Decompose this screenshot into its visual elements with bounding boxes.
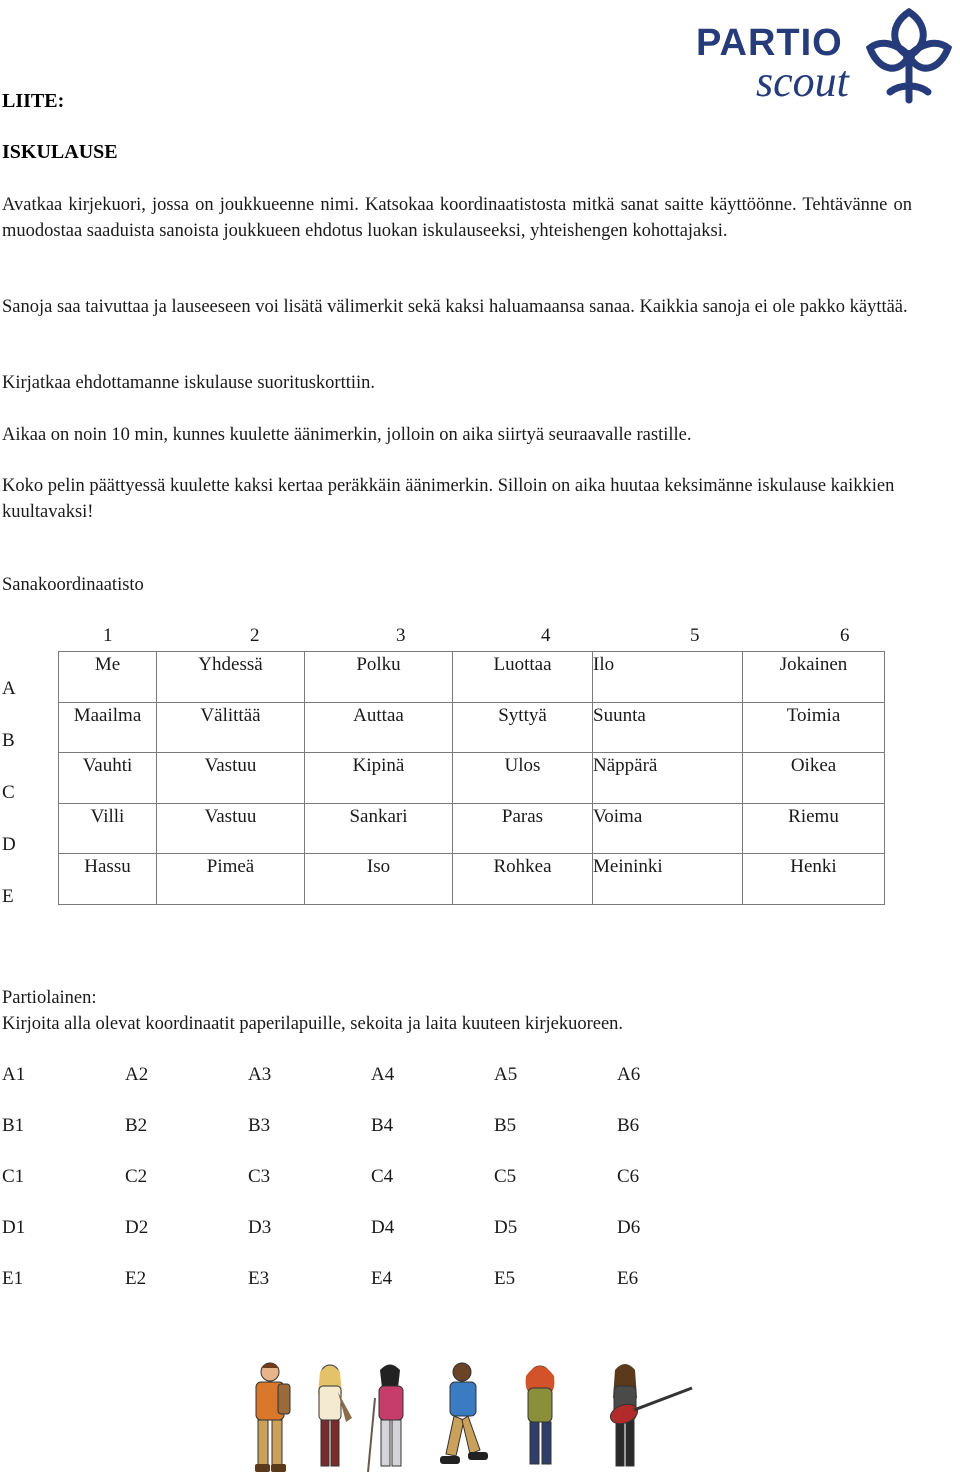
scout-characters-illustration (230, 1358, 700, 1476)
coordinate-label: D6 (617, 1217, 641, 1238)
coordinate-label: A4 (371, 1064, 395, 1085)
coordinate-label: C4 (371, 1166, 394, 1187)
word-grid-table (58, 651, 885, 905)
coordinate-label: B6 (617, 1115, 640, 1136)
coordinate-label: A3 (248, 1064, 272, 1085)
column-number: 6 (840, 625, 850, 646)
trefoil-emblem-icon (860, 4, 958, 108)
column-number: 1 (103, 625, 113, 646)
table-cell: Rohkea (453, 854, 593, 905)
table-row (59, 803, 885, 854)
scout-figure-skater (440, 1363, 488, 1464)
coordinate-label: A6 (617, 1064, 641, 1085)
partio-scout-logo (692, 4, 960, 108)
scout-figure-walker (368, 1365, 403, 1472)
coordinate-label: C6 (617, 1166, 640, 1187)
coordinate-label: D1 (2, 1217, 26, 1238)
heading-liite: LIITE: (2, 90, 65, 112)
table-cell: Me (59, 652, 157, 703)
table-cell: Ilo (593, 652, 743, 703)
table-cell: Luottaa (453, 652, 593, 703)
table-row (59, 854, 885, 905)
coordinate-label: D5 (494, 1217, 518, 1238)
coordinate-label: A1 (2, 1064, 26, 1085)
table-cell: Vastuu (157, 803, 305, 854)
coordinate-label: E5 (494, 1268, 516, 1289)
instructions-title: Partiolainen: (2, 988, 97, 1008)
coordinate-label: E1 (2, 1268, 24, 1289)
coordinate-label: C2 (125, 1166, 148, 1187)
logo-wordmark-scout: scout (756, 57, 849, 106)
table-cell: Auttaa (305, 702, 453, 753)
coordinate-label: B4 (371, 1115, 394, 1136)
table-row (59, 702, 885, 753)
coordinate-label: C5 (494, 1166, 517, 1187)
coordinate-label: C3 (248, 1166, 271, 1187)
table-cell: Voima (593, 803, 743, 854)
coordinate-label: B2 (125, 1115, 148, 1136)
coordinate-label: B1 (2, 1115, 25, 1136)
table-cell: Vauhti (59, 753, 157, 804)
column-number: 3 (396, 625, 406, 646)
paragraph-4: Aikaa on noin 10 min, kunnes kuulette äänimerkin, jolloin on aika siirtyä seuraavalle rastille. (2, 425, 692, 445)
scout-figure-hiker (255, 1363, 290, 1472)
table-row (59, 753, 885, 804)
table-cell: Meininki (593, 854, 743, 905)
table-cell: Toimia (743, 702, 885, 753)
table-cell: Suunta (593, 702, 743, 753)
coordinate-label: A5 (494, 1064, 518, 1085)
coordinate-label: C1 (2, 1166, 25, 1187)
coordinate-label: B5 (494, 1115, 517, 1136)
column-number: 5 (690, 625, 700, 646)
coordinate-label: D3 (248, 1217, 272, 1238)
table-cell: Oikea (743, 753, 885, 804)
instructions-text: Kirjoita alla olevat koordinaatit paperilapuille, sekoita ja laita kuuteen kirjekuoreen. (2, 1014, 624, 1034)
coordinate-label: E4 (371, 1268, 393, 1289)
row-letter: E (2, 886, 14, 907)
table-cell: Iso (305, 854, 453, 905)
table-cell: Syttyä (453, 702, 593, 753)
table-cell: Välittää (157, 702, 305, 753)
row-letter: C (2, 782, 15, 803)
table-cell: Villi (59, 803, 157, 854)
paragraph-3: Kirjatkaa ehdottamanne iskulause suorituskorttiin. (2, 373, 375, 393)
heading-iskulause: ISKULAUSE (2, 141, 118, 163)
coordinate-label: D4 (371, 1217, 395, 1238)
row-letter: B (2, 730, 15, 751)
table-cell: Hassu (59, 854, 157, 905)
table-cell: Kipinä (305, 753, 453, 804)
row-letter: A (2, 678, 16, 699)
table-cell: Näppärä (593, 753, 743, 804)
coordinate-label: A2 (125, 1064, 149, 1085)
table-row (59, 652, 885, 703)
coordinate-label: E6 (617, 1268, 639, 1289)
coordinate-label: E2 (125, 1268, 147, 1289)
table-cell: Sankari (305, 803, 453, 854)
table-cell: Riemu (743, 803, 885, 854)
column-number: 2 (250, 625, 260, 646)
row-letter: D (2, 834, 16, 855)
coordinate-label: B3 (248, 1115, 271, 1136)
column-number: 4 (541, 625, 551, 646)
table-cell: Pimeä (157, 854, 305, 905)
table-cell: Paras (453, 803, 593, 854)
table-cell: Jokainen (743, 652, 885, 703)
coordinate-label: E3 (248, 1268, 270, 1289)
table-cell: Henki (743, 854, 885, 905)
table-cell: Vastuu (157, 753, 305, 804)
paragraph-2: Sanoja saa taivuttaa ja lauseeseen voi lisätä välimerkit sekä kaksi haluamaansa sanaa. Kaikkia sanoja ei ole pakko käyttää. (2, 297, 908, 317)
paragraph-1: Avatkaa kirjekuori, jossa on joukkueenne nimi. Katsokaa koordinaatistosta mitkä sanat saitte käyttöönne. Tehtävänne on muodostaa saaduista sanoista joukkueen ehdotus luokan iskulauseeksi, yhteishengen kohottajaksi. (2, 195, 912, 241)
logo-wordmark-partio: PARTIO (696, 22, 843, 64)
table-cell: Yhdessä (157, 652, 305, 703)
scout-figure-girl (318, 1365, 352, 1466)
scout-figure-guitarist (608, 1364, 692, 1466)
table-cell: Ulos (453, 753, 593, 804)
paragraph-5: Koko pelin päättyessä kuulette kaksi kertaa peräkkäin äänimerkin. Silloin on aika huutaa keksimänne iskulause kaikkien kuultavaksi! (2, 476, 895, 522)
table-cell: Polku (305, 652, 453, 703)
coordinate-label: D2 (125, 1217, 149, 1238)
scout-figure-redhead (526, 1366, 555, 1464)
grid-caption: Sanakoordinaatisto (2, 575, 144, 595)
table-cell: Maailma (59, 702, 157, 753)
